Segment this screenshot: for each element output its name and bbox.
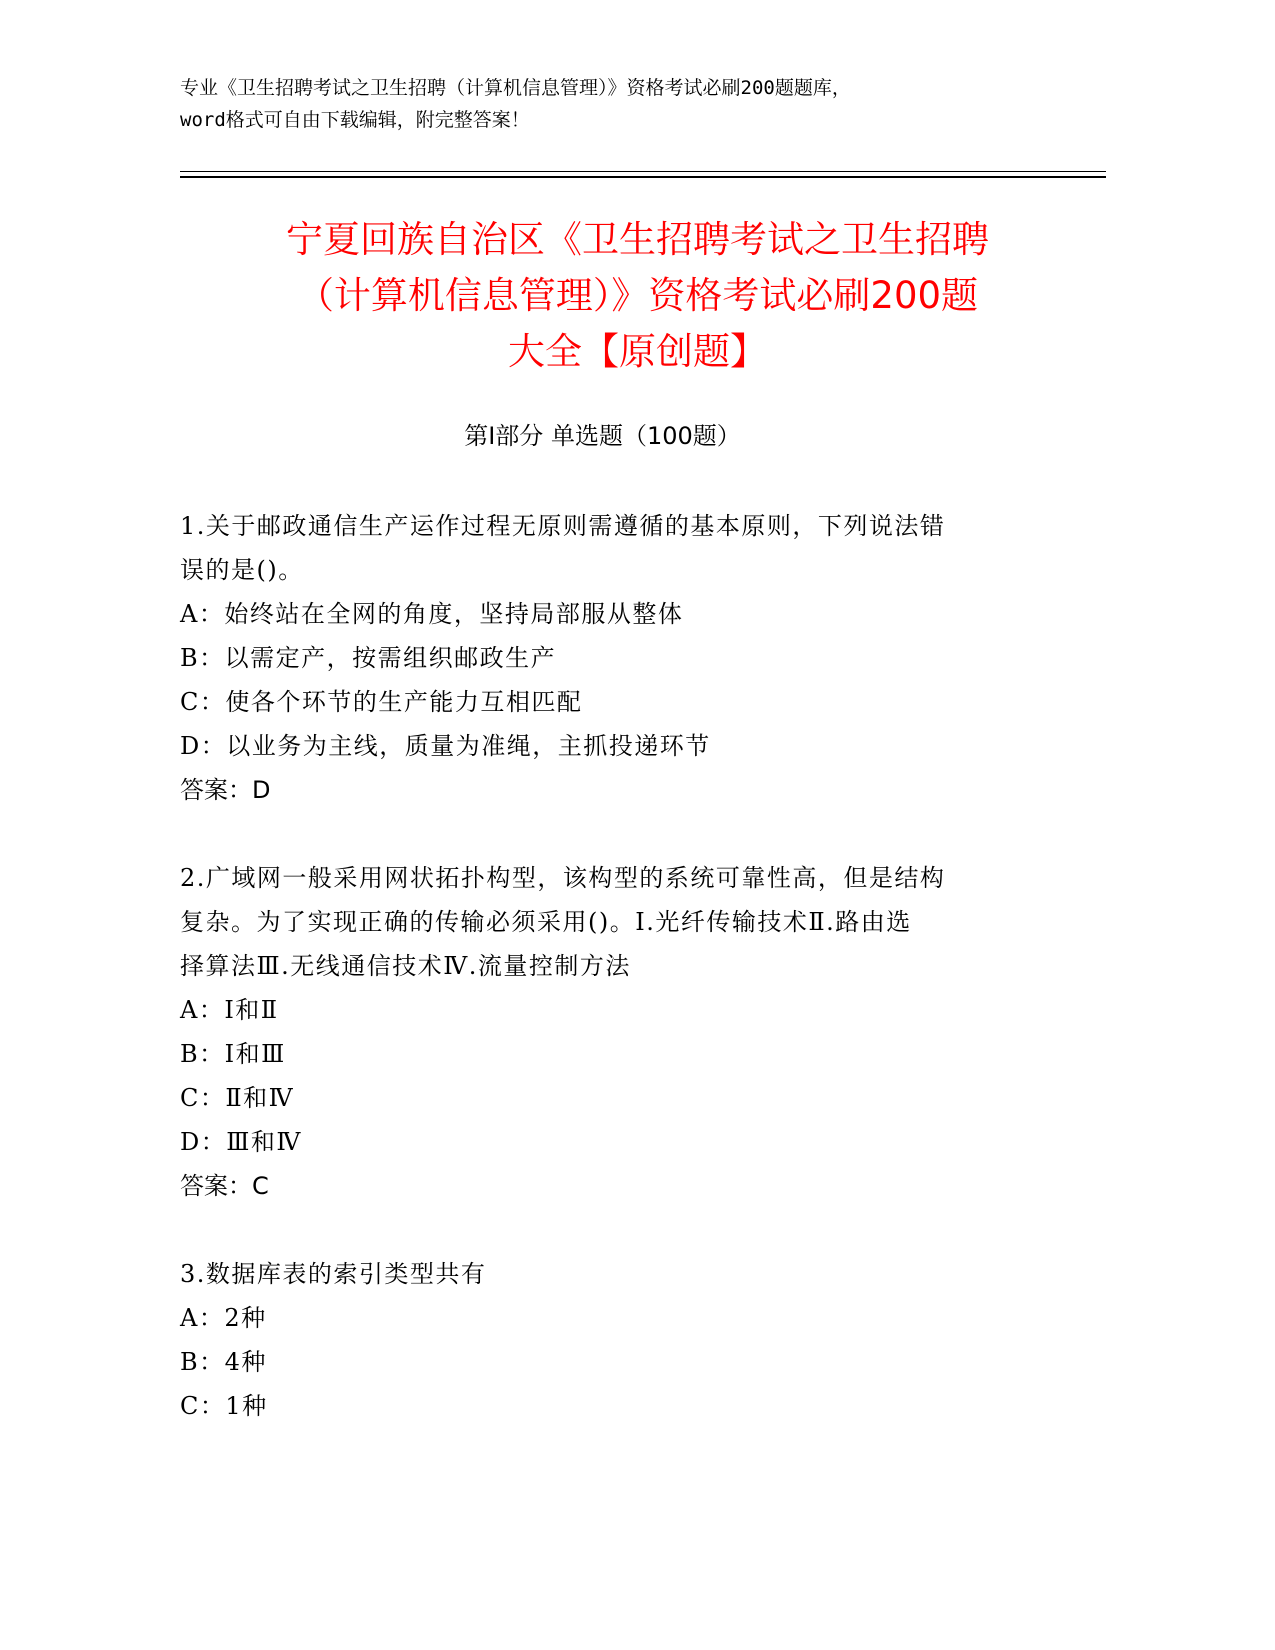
document-title [150, 212, 1125, 380]
option-a: A：2种 [180, 1304, 267, 1332]
option-c: C：使各个环节的生产能力互相匹配 [180, 688, 583, 716]
question-stem-line: 误的是()。 [180, 556, 304, 584]
header-note-line-2: word格式可自由下载编辑，附完整答案！ [180, 109, 530, 131]
question-stem-line: 3.数据库表的索引类型共有 [180, 1260, 487, 1288]
option-d: D：Ⅲ和Ⅳ [180, 1128, 302, 1156]
option-c: C：1种 [180, 1392, 268, 1420]
header-rule-thin [180, 171, 1106, 172]
header-rule-thick [180, 176, 1106, 178]
option-b: B：4种 [180, 1348, 267, 1376]
header-note-line-1: 专业《卫生招聘考试之卫生招聘（计算机信息管理）》资格考试必刷200题题库， [180, 77, 851, 99]
question-2 [180, 856, 1120, 1208]
option-a: A：Ⅰ和Ⅱ [180, 996, 279, 1024]
option-c: C：Ⅱ和Ⅳ [180, 1084, 295, 1112]
question-stem [180, 856, 1120, 988]
answer: 答案：D [180, 776, 271, 804]
title-line-3: 大全【原创题】 [508, 330, 767, 373]
question-stem-line: 2.广域网一般采用网状拓扑构型，该构型的系统可靠性高，但是结构 [180, 864, 946, 892]
option-d: D：以业务为主线，质量为准绳，主抓投递环节 [180, 732, 711, 760]
question-stem-line: 复杂。为了实现正确的传输必须采用()。Ⅰ.光纤传输技术Ⅱ.路由选 [180, 908, 912, 936]
option-b: B：以需定产，按需组织邮政生产 [180, 644, 557, 672]
title-line-1: 宁夏回族自治区《卫生招聘考试之卫生招聘 [286, 218, 989, 261]
option-a: A：始终站在全网的角度，坚持局部服从整体 [180, 600, 684, 628]
question-stem [180, 504, 1120, 592]
question-list [180, 504, 1120, 1472]
title-line-2: （计算机信息管理）》资格考试必刷200题 [296, 274, 979, 317]
section-heading: 第Ⅰ部分 单选题（100题） [464, 422, 741, 450]
header-note [180, 72, 1100, 136]
question-3 [180, 1252, 1120, 1428]
question-stem-line: 1.关于邮政通信生产运作过程无原则需遵循的基本原则，下列说法错 [180, 512, 946, 540]
question-1 [180, 504, 1120, 812]
question-stem-line: 择算法Ⅲ.无线通信技术Ⅳ.流量控制方法 [180, 952, 631, 980]
question-stem [180, 1252, 1120, 1296]
answer: 答案：C [180, 1172, 269, 1200]
option-b: B：Ⅰ和Ⅲ [180, 1040, 286, 1068]
